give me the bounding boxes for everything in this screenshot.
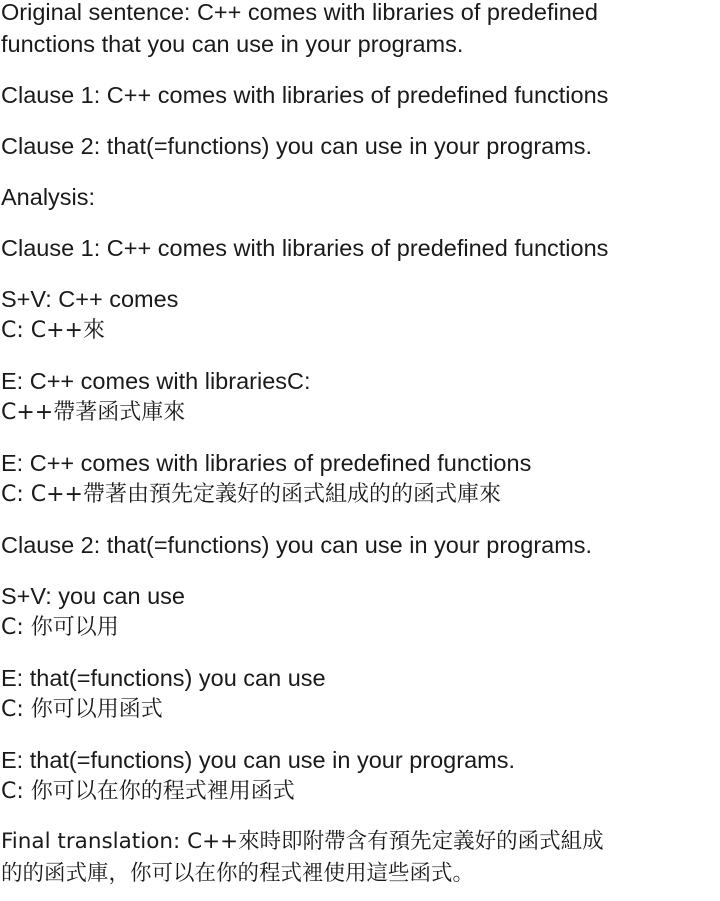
clause-2-sv-chinese: C: 你可以用	[1, 615, 119, 640]
clause-1-sv-pair	[1, 283, 719, 347]
clause-1-sv-chinese: C: C++來	[1, 318, 105, 343]
final-translation-line-2: 的的函式庫，你可以在你的程式裡使用這些函式。	[1, 861, 475, 886]
clause-2-expansion-2-english: E: that(=functions) you can use in your programs.	[1, 747, 515, 773]
analysis-heading	[1, 181, 719, 213]
clause-1-heading	[1, 232, 719, 264]
clause-1-expansion-2	[1, 447, 719, 511]
clause-2-intro-text: Clause 2: that(=functions) you can use in your programs.	[1, 133, 593, 159]
original-sentence	[1, 0, 719, 60]
clause-1-expansion-2-english: E: C++ comes with libraries of predefined functions	[1, 450, 532, 476]
clause-2-intro	[1, 130, 719, 162]
clause-2-heading	[1, 529, 719, 561]
final-translation	[1, 826, 719, 890]
clause-2-sv-english: S+V: you can use	[1, 583, 185, 609]
analysis-heading-text: Analysis:	[1, 184, 96, 210]
clause-1-sv-english: S+V: C++ comes	[1, 286, 179, 312]
final-translation-line-1: Final translation: C++來時即附帶含有預先定義好的函式組成	[1, 829, 604, 854]
clause-1-expansion-1	[1, 365, 719, 429]
clause-1-heading-text: Clause 1: C++ comes with libraries of predefined functions	[1, 235, 609, 261]
clause-2-expansion-2	[1, 744, 719, 808]
clause-1-expansion-1-chinese: C++帶著函式庫來	[1, 400, 186, 425]
clause-2-expansion-1	[1, 662, 719, 726]
original-sentence-line-1: Original sentence: C++ comes with libraries of predefined	[1, 0, 598, 25]
clause-2-expansion-1-chinese: C: 你可以用函式	[1, 697, 163, 722]
clause-2-expansion-2-chinese: C: 你可以在你的程式裡用函式	[1, 779, 295, 804]
clause-1-intro-text: Clause 1: C++ comes with libraries of predefined functions	[1, 82, 609, 108]
clause-1-expansion-2-chinese: C: C++帶著由預先定義好的函式組成的的函式庫來	[1, 482, 501, 507]
clause-2-expansion-1-english: E: that(=functions) you can use	[1, 665, 326, 691]
clause-1-intro	[1, 79, 719, 111]
clause-2-heading-text: Clause 2: that(=functions) you can use in your programs.	[1, 532, 593, 558]
clause-1-expansion-1-english: E: C++ comes with librariesC:	[1, 368, 311, 394]
original-sentence-line-2: functions that you can use in your programs.	[1, 31, 464, 57]
clause-2-sv-pair	[1, 580, 719, 644]
translation-analysis-document	[1, 0, 719, 890]
